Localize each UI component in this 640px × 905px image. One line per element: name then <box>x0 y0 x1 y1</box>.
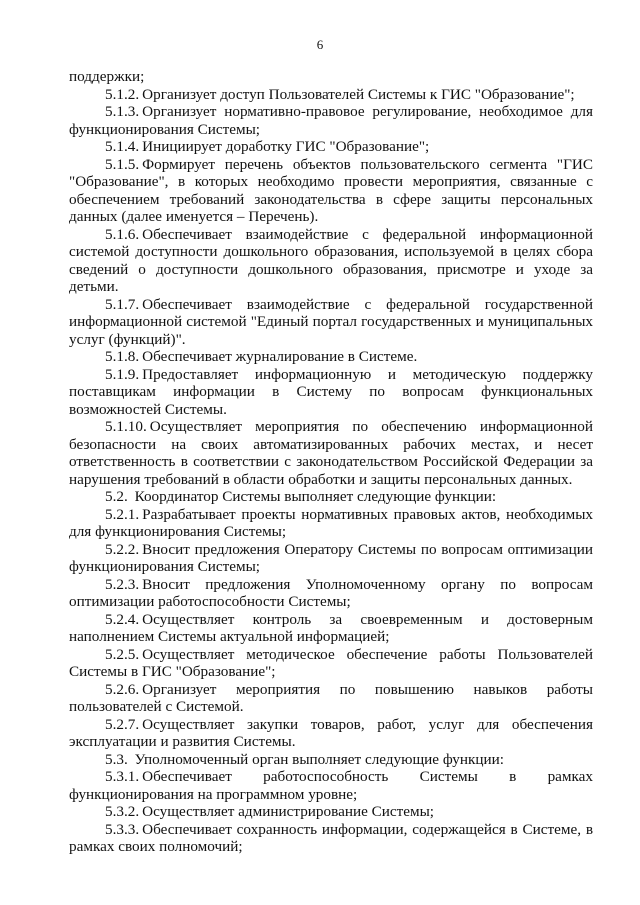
clause-text: Организует доступ Пользователей Системы к ГИС "Образование"; <box>142 85 575 103</box>
clause-number: 5.1.6. <box>105 225 140 243</box>
paragraph <box>69 156 593 226</box>
clause-number: 5.2.5. <box>105 645 140 663</box>
clause-number: 5.2.2. <box>105 540 140 558</box>
clause-text: Предоставляет информационную и методическую поддержку поставщикам информации в Систему по вопросам функциональных возможностей Системы. <box>69 365 593 418</box>
paragraph <box>69 103 593 138</box>
clause-number: 5.2.7. <box>105 715 140 733</box>
paragraph <box>69 821 593 856</box>
clause-text: Обеспечивает взаимодействие с федеральной информационной системой доступности дошкольного образования, используемой в целях сбора сведений о доступности дошкольного образования, присмотре и уходе за детьми. <box>69 225 593 295</box>
clause-text: Осуществляет методическое обеспечение работы Пользователей Системы в ГИС "Образование"; <box>69 645 593 680</box>
clause-text: Осуществляет мероприятия по обеспечению информационной безопасности на своих автоматизированных рабочих местах, и несет ответственность в соответствии с законодательством Российской Федерации за нарушения требований в области обработки и защиты персональных данных. <box>69 418 593 488</box>
clause-number: 5.3.2. <box>105 803 140 820</box>
clause-number: 5.2.1. <box>105 505 140 523</box>
paragraph <box>69 366 593 419</box>
paragraph <box>69 716 593 751</box>
clause-number: 5.1.7. <box>105 295 140 313</box>
paragraph <box>69 418 593 488</box>
paragraph <box>69 611 593 646</box>
clause-text: Обеспечивает журналирование в Системе. <box>142 348 418 365</box>
paragraph <box>69 138 593 156</box>
clause-text: Обеспечивает сохранность информации, содержащейся в Системе, в рамках своих полномочий; <box>69 820 593 855</box>
clause-text: Организует мероприятия по повышению навыков работы пользователей с Системой. <box>69 680 593 715</box>
clause-number: 5.1.2. <box>105 85 140 103</box>
clause-number: 5.1.3. <box>105 103 140 120</box>
paragraph <box>69 348 593 366</box>
page-number: 6 <box>316 37 324 52</box>
clause-number: 5.2. <box>105 488 128 505</box>
clause-number: 5.3. <box>105 750 128 768</box>
clause-text: Вносит предложения Оператору Системы по вопросам оптимизации функционирования Системы; <box>69 540 593 575</box>
paragraph <box>69 576 593 611</box>
paragraph <box>69 488 593 506</box>
clause-text: Организует нормативно-правовое регулирование, необходимое для функционирования Системы; <box>69 103 593 138</box>
clause-number: 5.1.5. <box>105 155 140 173</box>
paragraph <box>69 68 593 86</box>
paragraph <box>69 768 593 803</box>
paragraph <box>69 296 593 349</box>
clause-text: Обеспечивает работоспособность Системы в рамках функционирования на программном уровне; <box>69 768 593 803</box>
clause-text: Обеспечивает взаимодействие с федеральной государственной информационной системой "Единый портал государственных и муниципальных услуг (функций)". <box>69 295 593 348</box>
paragraph <box>69 86 593 104</box>
clause-text: Осуществляет администрирование Системы; <box>142 803 435 820</box>
clause-text: Вносит предложения Уполномоченному органу по вопросам оптимизации работоспособности Системы; <box>69 575 593 610</box>
clause-number: 5.1.4. <box>105 138 140 155</box>
document-body <box>69 68 593 856</box>
clause-text: Уполномоченный орган выполняет следующие функции: <box>130 750 504 768</box>
clause-number: 5.2.4. <box>105 610 140 628</box>
clause-number: 5.2.3. <box>105 575 140 593</box>
paragraph <box>69 226 593 296</box>
clause-number: 5.1.9. <box>105 365 140 383</box>
clause-text: Разрабатывает проекты нормативных правовых актов, необходимых для функционирования Системы; <box>69 505 593 540</box>
clause-text: Инициирует доработку ГИС "Образование"; <box>142 138 430 155</box>
paragraph <box>69 751 593 769</box>
clause-text: поддержки; <box>69 68 145 85</box>
clause-text: Осуществляет закупки товаров, работ, услуг для обеспечения эксплуатации и развития Системы. <box>69 715 593 750</box>
clause-text: Осуществляет контроль за своевременным и достоверным наполнением Системы актуальной информацией; <box>69 610 593 645</box>
clause-text: Формирует перечень объектов пользовательского сегмента "ГИС "Образование", в которых необходимо провести мероприятия, связанные с обеспечением требований законодательства в сфере защиты персональных данных (далее именуется – Перечень). <box>69 155 593 225</box>
paragraph <box>69 681 593 716</box>
paragraph <box>69 506 593 541</box>
paragraph <box>69 646 593 681</box>
paragraph <box>69 803 593 821</box>
clause-number: 5.1.8. <box>105 348 140 365</box>
paragraph <box>69 541 593 576</box>
clause-number: 5.3.3. <box>105 820 140 838</box>
clause-number: 5.1.10. <box>105 418 147 435</box>
clause-number: 5.2.6. <box>105 680 140 698</box>
clause-number: 5.3.1. <box>105 768 140 785</box>
clause-text: Координатор Системы выполняет следующие функции: <box>130 488 497 505</box>
